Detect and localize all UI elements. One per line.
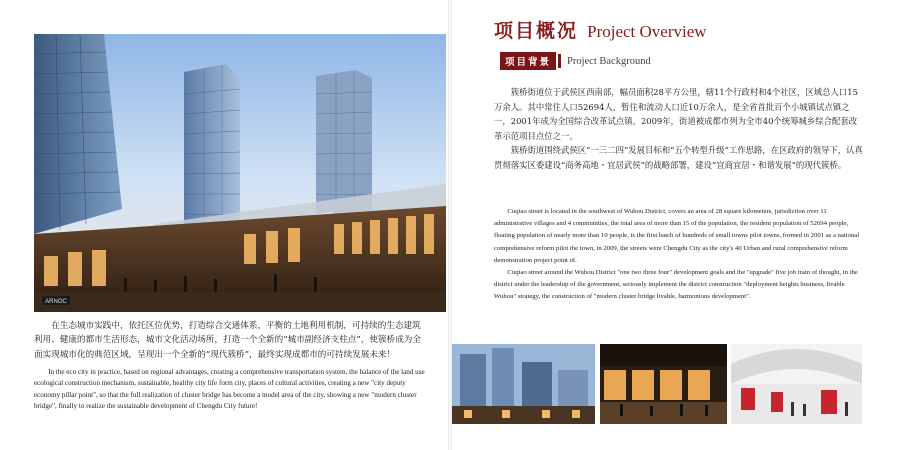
cn-paragraph-2: 簇桥街道围绕武侯区“一三二四”发展目标和“五个转型升级”工作思路，在区政府的领导下，认真贯彻落实区委建设“商务高地・宜居武侯”的战略部署，建设“宜商宜居・和谐发展”的现代簇桥。	[494, 145, 863, 170]
subtitle-divider	[558, 54, 561, 68]
en-paragraph-2: Cuqiao street around the Wuhou District "one two three four" development goals and the "upgrade" five job train of thought, in the district under the leadership of the government, seriously implement the district construction "deployment heights business, livable Wuhou" strategy, the construction of "modern cluster bridge livable, harmonious development".	[494, 269, 858, 301]
title-en: Project Overview	[587, 22, 707, 41]
section-heading	[500, 52, 651, 70]
page-title	[494, 16, 707, 43]
cn-paragraph-1: 簇桥街道位于武侯区西南部，幅员面积28平方公里，辖11个行政村和4个社区，区域总人口15万余人。其中常住人口52694人，暂住和流动人口近10万余人，是全省首批百个小城镇试点镇之一，2001年成为全国综合改革试点镇，2009年，街道被成都市列为全市40个统筹城乡综合配套改革示范项目点位之一。	[494, 87, 858, 141]
background-text-cn	[494, 85, 864, 173]
left-paragraph-cn: 在生态城市实践中，依托区位优势，打造综合交通体系，平衡的土地利用机制，可持续的生态建筑利用、健康的都市生活形态，城市文化活动场所，打造一个全新的“城市副经济支柱点”，使簇桥成为全面实现城市化的典范区域，呈现出一个全新的“现代簇桥”，最终实现成都市的可持续发展未来！	[34, 321, 421, 360]
thumbnail-atrium	[731, 344, 862, 424]
thumbnail-mall-night	[600, 344, 727, 424]
hero-image	[34, 34, 446, 312]
en-paragraph-1: Cuqiao street is located in the southwest of Wuhou District, covers an area of 28 square kilometers, jurisdiction over 11 administrative villages and 4 communities, the total area of more than 15 of the population, the resident population of 52694 people, floating population of nearly more than 10 people, is the first batch of hundreds of small towns pilot towns, formed in 2001 as a national comprehensive reform pilot the town, in 2009, the streets were Chengdu City as the city's 40 Urban and rural comprehensive reform demonstration project point of.	[494, 208, 860, 264]
left-paragraph-en: In the eco city in practice, based on regional advantages, creating a comprehensive transportation system, the balance of the land use ecological construction mechanism, sustainable, healthy city life form city, places of cultural activities, creating a new "city deputy economy pillar point", so that the full realization of cluster bridge has become a model area of the city, showing a new "modern cluster bridge", finally to realize the sustainable development of Chengdu City future!	[34, 368, 425, 410]
title-cn: 项目概况	[494, 20, 579, 42]
thumbnail-towers	[452, 344, 595, 424]
background-text-en	[494, 206, 864, 304]
hero-sign-text: ARNOC	[45, 299, 67, 305]
subtitle-en: Project Background	[567, 55, 651, 67]
subtitle-cn: 项目背景	[500, 52, 556, 70]
